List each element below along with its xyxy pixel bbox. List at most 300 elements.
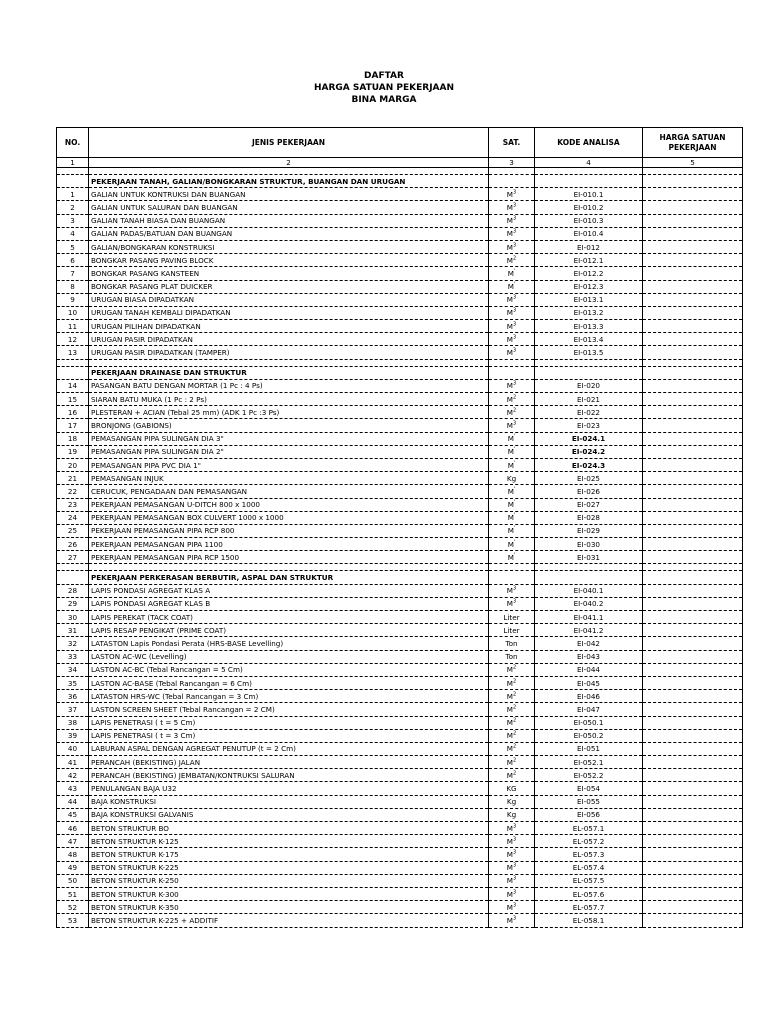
table-row [57,333,743,346]
unit-cell [489,254,535,267]
work-description: BETON STRUKTUR K-225 + ADDITIF [89,914,489,927]
row-number: 33 [57,650,89,663]
unit-price [643,716,743,729]
analysis-code: EI-045 [535,676,643,689]
table-row [57,306,743,319]
unit-superscript: 2 [513,757,517,764]
unit-superscript: 2 [513,664,517,671]
col-header-no: NO. [57,128,89,158]
empty-cell [489,359,535,366]
work-description: URUGAN TANAH KEMBALI DIPADATKAN [89,306,489,319]
empty-cell [57,366,89,379]
unit-text: M [506,836,513,846]
row-number: 50 [57,874,89,887]
work-description: PEMASANGAN INJUK [89,472,489,485]
analysis-code: EI-022 [535,406,643,419]
unit-superscript: ' [513,539,516,546]
work-description: PERANCAH (BEKISTING) JALAN [89,756,489,769]
unit-superscript: ' [513,281,516,288]
unit-price [643,624,743,637]
row-number: 15 [57,393,89,406]
unit-superscript: ' [513,512,516,519]
unit-price [643,333,743,346]
table-row [57,914,743,927]
unit-price [643,874,743,887]
row-number: 29 [57,597,89,610]
unit-cell [489,280,535,293]
table-row [57,874,743,887]
unit-cell [489,637,535,650]
row-number: 7 [57,267,89,280]
unit-superscript: 3 [513,347,517,354]
table-row [57,419,743,432]
unit-superscript: 3 [513,294,517,301]
work-description: LAPIS RESAP PENGIKAT (PRIME COAT) [89,624,489,637]
work-description: BONGKAR PASANG KANSTEEN [89,267,489,280]
unit-price [643,835,743,848]
unit-cell [489,769,535,782]
analysis-code: EL-057.5 [535,874,643,887]
unit-superscript: 3 [513,585,517,592]
analysis-code: EI-020 [535,379,643,392]
unit-text: M [506,308,513,318]
empty-cell [89,564,489,571]
work-description: LAPIS PONDASI AGREGAT KLAS A [89,584,489,597]
work-description: PASANGAN BATU DENGAN MORTAR (1 Pc : 4 Ps) [89,379,489,392]
unit-text: M [506,255,513,265]
unit-text: M [506,381,513,391]
analysis-code: EI-046 [535,690,643,703]
unit-superscript: ' [513,499,516,506]
row-number: 38 [57,716,89,729]
unit-superscript: 2 [513,704,517,711]
unit-superscript: ' [513,460,516,467]
unit-price [643,914,743,927]
unit-superscript: ' [513,446,516,453]
table-row [57,379,743,392]
col-header-sat: SAT. [489,128,535,158]
unit-price [643,188,743,201]
column-number: 3 [489,158,535,168]
unit-text: M [506,229,513,239]
analysis-code: EI-024.3 [535,458,643,471]
row-number: 52 [57,901,89,914]
row-number: 11 [57,320,89,333]
analysis-code: EI-010.3 [535,214,643,227]
section-header-row [57,175,743,188]
empty-cell [489,168,535,175]
unit-cell [489,808,535,821]
unit-text: M [506,718,513,728]
unit-text: M [507,539,514,549]
unit-superscript: 2 [513,394,517,401]
unit-price [643,551,743,564]
empty-cell [489,571,535,584]
unit-superscript: 3 [513,823,517,830]
table-row [57,511,743,524]
unit-cell [489,742,535,755]
unit-cell [489,538,535,551]
analysis-code: EI-012 [535,240,643,253]
unit-price [643,538,743,551]
unit-price [643,611,743,624]
unit-price [643,267,743,280]
table-header [57,128,743,158]
analysis-code: EI-013.5 [535,346,643,359]
table-row [57,835,743,848]
unit-price [643,742,743,755]
unit-price [643,597,743,610]
unit-price [643,485,743,498]
work-description: PEKERJAAN PEMASANGAN PIPA 1100 [89,538,489,551]
unit-price [643,406,743,419]
unit-text: M [507,513,514,523]
unit-text: M [506,394,513,404]
unit-text: M [506,849,513,859]
row-number: 30 [57,611,89,624]
row-number: 36 [57,690,89,703]
unit-cell [489,240,535,253]
work-description: BETON STRUKTUR K-300 [89,887,489,900]
column-number: 5 [643,158,743,168]
unit-price [643,887,743,900]
column-number: 4 [535,158,643,168]
unit-cell [489,346,535,359]
row-number: 17 [57,419,89,432]
unit-price [643,511,743,524]
empty-cell [535,564,643,571]
unit-superscript: 2 [513,770,517,777]
unit-cell [489,690,535,703]
row-number: 44 [57,795,89,808]
analysis-code: EI-040.2 [535,597,643,610]
unit-cell [489,848,535,861]
unit-cell [489,379,535,392]
unit-text: M [507,500,514,510]
work-description: LATASTON Lapis Pondasi Perata (HRS-BASE Levelling) [89,637,489,650]
unit-superscript: 3 [513,308,517,315]
table-row [57,551,743,564]
row-number: 48 [57,848,89,861]
analysis-code: EI-043 [535,650,643,663]
work-description: PERANCAH (BEKISTING) JEMBATAN/KONTRUKSI SALURAN [89,769,489,782]
work-description: LASTON AC-BASE (Tebal Rancangan = 6 Cm) [89,676,489,689]
row-number: 12 [57,333,89,346]
unit-text: M [506,863,513,873]
analysis-code: EI-047 [535,703,643,716]
unit-cell [489,611,535,624]
doc-subtitle-2: BINA MARGA [351,95,417,105]
work-description: LASTON SCREEN SHEET (Tebal Rancangan = 2 CM) [89,703,489,716]
work-description: PEKERJAAN PEMASANGAN BOX CULVERT 1000 x 1000 [89,511,489,524]
unit-text: M [506,704,513,714]
row-number: 34 [57,663,89,676]
unit-cell [489,914,535,927]
table-row [57,393,743,406]
unit-superscript: 2 [513,744,517,751]
row-number: 45 [57,808,89,821]
table-row [57,703,743,716]
unit-superscript: ' [513,526,516,533]
table-row [57,637,743,650]
row-number: 3 [57,214,89,227]
unit-superscript: 3 [513,242,517,249]
unit-cell [489,650,535,663]
unit-text: M [506,295,513,305]
work-description: PEKERJAAN PEMASANGAN U-DITCH 800 x 1000 [89,498,489,511]
unit-price [643,663,743,676]
unit-superscript: 2 [513,678,517,685]
table-row [57,188,743,201]
unit-price [643,637,743,650]
table-row [57,861,743,874]
empty-cell [535,175,643,188]
unit-price [643,320,743,333]
unit-price [643,393,743,406]
table-row [57,848,743,861]
unit-cell [489,445,535,458]
unit-text: M [507,282,514,292]
work-description: LATASTON HRS-WC (Tebal Rancangan = 3 Cm) [89,690,489,703]
row-number: 16 [57,406,89,419]
analysis-code: EI-026 [535,485,643,498]
table-row [57,458,743,471]
empty-cell [489,175,535,188]
unit-superscript: 3 [513,599,517,606]
col-header-kode: KODE ANALISA [535,128,643,158]
work-description: BETON STRUKTUR K-225 [89,861,489,874]
doc-subtitle: HARGA SATUAN PEKERJAAN [313,83,455,93]
unit-price [643,650,743,663]
analysis-code: EI-029 [535,524,643,537]
table-row [57,320,743,333]
unit-text: M [507,552,514,562]
empty-cell [535,168,643,175]
work-description: BETON STRUKTUR K-350 [89,901,489,914]
unit-cell [489,901,535,914]
table-row [57,729,743,742]
unit-price [643,201,743,214]
table-row [57,445,743,458]
analysis-code: EI-012.2 [535,267,643,280]
analysis-code: EI-027 [535,498,643,511]
unit-text: KG [506,784,517,794]
unit-price [643,584,743,597]
row-number: 9 [57,293,89,306]
analysis-code: EI-025 [535,472,643,485]
unit-superscript: ' [513,486,516,493]
unit-price [643,690,743,703]
table-row [57,485,743,498]
analysis-code: EI-010.1 [535,188,643,201]
row-number: 41 [57,756,89,769]
empty-cell [535,571,643,584]
empty-cell [489,564,535,571]
unit-price [643,214,743,227]
unit-text: M [506,586,513,596]
row-number: 43 [57,782,89,795]
row-number: 47 [57,835,89,848]
unit-cell [489,485,535,498]
unit-cell [489,663,535,676]
row-number: 32 [57,637,89,650]
empty-cell [643,359,743,366]
table-row [57,822,743,835]
unit-text: M [506,757,513,767]
analysis-code: EL-057.7 [535,901,643,914]
work-description: BAJA KONSTRUKSI [89,795,489,808]
unit-price [643,346,743,359]
spacer-row [57,359,743,366]
work-description: BETON STRUKTUR K-250 [89,874,489,887]
table-row [57,293,743,306]
analysis-code: EL-057.1 [535,822,643,835]
table-row [57,406,743,419]
unit-superscript: 3 [513,875,517,882]
table-row [57,432,743,445]
row-number: 14 [57,379,89,392]
table-row [57,756,743,769]
table-row [57,254,743,267]
row-number: 20 [57,458,89,471]
analysis-code: EI-021 [535,393,643,406]
unit-cell [489,716,535,729]
table-row [57,690,743,703]
unit-cell [489,432,535,445]
analysis-code: EI-054 [535,782,643,795]
table-body [57,168,743,928]
unit-text: M [506,189,513,199]
unit-price [643,676,743,689]
row-number: 25 [57,524,89,537]
unit-superscript: 3 [513,420,517,427]
unit-cell [489,498,535,511]
unit-superscript: 2 [513,691,517,698]
spacer-row [57,168,743,175]
section-header-row [57,571,743,584]
unit-cell [489,293,535,306]
unit-text: M [506,665,513,675]
unit-text: M [507,434,514,444]
unit-cell [489,406,535,419]
analysis-code: EI-040.1 [535,584,643,597]
unit-text: M [507,268,514,278]
work-description: URUGAN PASIR DIPADATKAN [89,333,489,346]
unit-cell [489,584,535,597]
table-row [57,650,743,663]
work-description: BETON STRUKTUR BO [89,822,489,835]
unit-price [643,306,743,319]
unit-text: M [506,691,513,701]
unit-superscript: 3 [513,381,517,388]
analysis-code: EI-041.1 [535,611,643,624]
unit-price [643,703,743,716]
unit-price [643,861,743,874]
empty-cell [643,564,743,571]
unit-price [643,848,743,861]
table-row [57,346,743,359]
analysis-code: EL-058.1 [535,914,643,927]
unit-superscript: 2 [513,407,517,414]
unit-text: M [506,599,513,609]
col-header-harga: HARGA SATUAN PEKERJAAN [643,128,743,158]
empty-cell [89,168,489,175]
unit-superscript: 3 [513,836,517,843]
unit-price [643,756,743,769]
work-description: GALIAN UNTUK SALURAN DAN BUANGAN [89,201,489,214]
unit-superscript: 2 [513,717,517,724]
unit-text: M [506,202,513,212]
unit-text: M [507,486,514,496]
unit-cell [489,458,535,471]
unit-price [643,445,743,458]
row-number: 13 [57,346,89,359]
unit-cell [489,333,535,346]
unit-superscript: ' [513,268,516,275]
work-description: BONGKAR PASANG PLAT DUICKER [89,280,489,293]
analysis-code: EI-010.4 [535,227,643,240]
work-description: PEKERJAAN PEMASANGAN PIPA RCP 800 [89,524,489,537]
analysis-code: EI-052.1 [535,756,643,769]
section-title: PEKERJAAN TANAH, GALIAN/BONGKARAN STRUKTUR, BUANGAN DAN URUGAN [89,175,489,188]
unit-text: M [507,460,514,470]
unit-cell [489,795,535,808]
unit-superscript: 3 [513,334,517,341]
unit-text: Kg [506,810,517,820]
row-number: 35 [57,676,89,689]
work-description: LAPIS PONDASI AGREGAT KLAS B [89,597,489,610]
row-number: 46 [57,822,89,835]
unit-text: M [506,678,513,688]
empty-cell [535,366,643,379]
unit-superscript: 3 [513,862,517,869]
unit-cell [489,393,535,406]
table-row [57,280,743,293]
analysis-code: EI-044 [535,663,643,676]
unit-text: M [507,447,514,457]
table-row [57,267,743,280]
unit-cell [489,729,535,742]
work-description: LASTON AC-WC (Levelling) [89,650,489,663]
unit-cell [489,874,535,887]
unit-text: M [506,889,513,899]
unit-text: M [506,242,513,252]
analysis-code: EL-057.6 [535,887,643,900]
work-description: LASTON AC-BC (Tebal Rancangan = 5 Cm) [89,663,489,676]
work-description: BONGKAR PASANG PAVING BLOCK [89,254,489,267]
row-number: 27 [57,551,89,564]
table-row [57,214,743,227]
table-row [57,742,743,755]
unit-price [643,280,743,293]
work-description: BETON STRUKTUR K-175 [89,848,489,861]
analysis-code: EI-024.2 [535,445,643,458]
unit-cell [489,822,535,835]
table-row [57,769,743,782]
unit-superscript: 3 [513,189,517,196]
table-row [57,227,743,240]
col-header-jenis: JENIS PEKERJAAN [89,128,489,158]
unit-superscript: 3 [513,889,517,896]
table-row [57,663,743,676]
unit-price [643,293,743,306]
unit-price [643,227,743,240]
analysis-code: EI-023 [535,419,643,432]
unit-text: M [507,526,514,536]
unit-text: M [506,334,513,344]
table-row [57,584,743,597]
unit-text: M [506,321,513,331]
